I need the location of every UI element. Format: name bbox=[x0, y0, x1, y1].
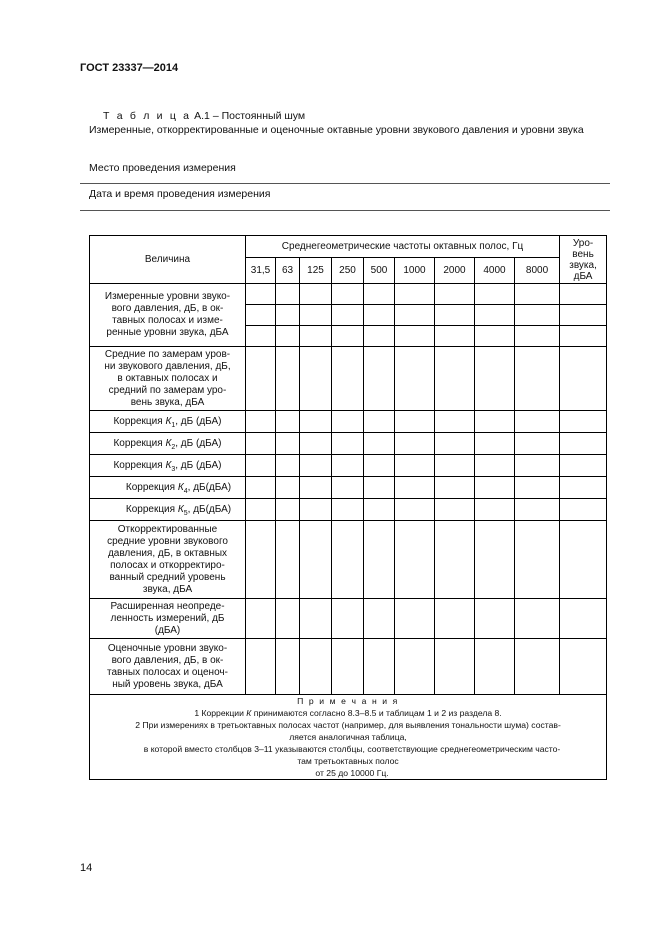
note-1-symbol: К bbox=[246, 708, 252, 718]
data-cell[interactable] bbox=[364, 599, 395, 639]
notes-title: П р и м е ч а н и я bbox=[297, 696, 399, 706]
correction-prefix: Коррекция bbox=[113, 459, 166, 471]
data-cell[interactable] bbox=[276, 599, 300, 639]
data-cell[interactable] bbox=[435, 284, 475, 305]
data-cell[interactable] bbox=[332, 433, 364, 455]
data-cell[interactable] bbox=[300, 305, 332, 326]
data-cell[interactable] bbox=[395, 411, 435, 433]
data-cell[interactable] bbox=[276, 455, 300, 477]
data-cell[interactable] bbox=[560, 639, 607, 695]
measurement-place-label: Место проведения измерения bbox=[89, 162, 236, 174]
note-1 bbox=[90, 707, 606, 719]
freq-header-cell: 1000 bbox=[395, 258, 435, 284]
data-cell[interactable] bbox=[475, 347, 515, 411]
data-cell[interactable] bbox=[475, 477, 515, 499]
data-cell[interactable] bbox=[560, 599, 607, 639]
data-cell[interactable] bbox=[435, 639, 475, 695]
freq-header-cell: 31,5 bbox=[246, 258, 276, 284]
data-cell[interactable] bbox=[395, 639, 435, 695]
correction-index: 1 bbox=[171, 421, 176, 429]
table-subtitle: Измеренные, откорректированные и оценочные октавные уровни звукового давления и уровни звука bbox=[89, 124, 584, 136]
data-cell[interactable] bbox=[435, 521, 475, 599]
data-cell[interactable] bbox=[364, 305, 395, 326]
data-cell[interactable] bbox=[276, 477, 300, 499]
data-cell[interactable] bbox=[515, 347, 560, 411]
row-measured-levels: Измеренные уровни звуко- вого давления, дБ, в ок- тавных полосах и изме- ренные уровни звука, дБА bbox=[90, 284, 246, 347]
freq-header-cell: 4000 bbox=[475, 258, 515, 284]
data-cell[interactable] bbox=[560, 521, 607, 599]
data-cell[interactable] bbox=[332, 599, 364, 639]
data-cell[interactable] bbox=[395, 499, 435, 521]
correction-symbol: К bbox=[177, 503, 184, 515]
data-cell[interactable] bbox=[560, 411, 607, 433]
data-cell[interactable] bbox=[246, 411, 276, 433]
data-cell[interactable] bbox=[395, 455, 435, 477]
correction-prefix: Коррекция bbox=[125, 503, 178, 515]
data-cell[interactable] bbox=[515, 433, 560, 455]
row-correction-4 bbox=[90, 477, 246, 499]
data-cell[interactable] bbox=[515, 521, 560, 599]
data-cell[interactable] bbox=[395, 305, 435, 326]
data-cell[interactable] bbox=[435, 326, 475, 347]
data-cell[interactable] bbox=[332, 455, 364, 477]
header-frequencies: Среднегеометрические частоты октавных полос, Гц bbox=[246, 236, 560, 258]
data-cell[interactable] bbox=[246, 284, 276, 305]
data-cell[interactable] bbox=[515, 455, 560, 477]
data-cell[interactable] bbox=[515, 411, 560, 433]
data-cell[interactable] bbox=[435, 599, 475, 639]
data-cell[interactable] bbox=[276, 433, 300, 455]
data-cell[interactable] bbox=[300, 411, 332, 433]
data-cell[interactable] bbox=[515, 305, 560, 326]
table-notes bbox=[90, 695, 607, 780]
data-cell[interactable] bbox=[475, 411, 515, 433]
data-cell[interactable] bbox=[515, 326, 560, 347]
data-cell[interactable] bbox=[560, 477, 607, 499]
data-cell[interactable] bbox=[276, 639, 300, 695]
data-cell[interactable] bbox=[300, 284, 332, 305]
note-1-end: принимаются согласно 8.3–8.5 и таблицам 1 и 2 из раздела 8. bbox=[251, 708, 502, 718]
correction-unit: , дБ(дБА) bbox=[187, 503, 232, 515]
data-cell[interactable] bbox=[276, 347, 300, 411]
row-correction-3 bbox=[90, 455, 246, 477]
data-cell[interactable] bbox=[560, 433, 607, 455]
data-cell[interactable] bbox=[515, 284, 560, 305]
correction-symbol: К bbox=[165, 459, 172, 471]
measurement-datetime-label: Дата и время проведения измерения bbox=[89, 188, 271, 200]
freq-header-cell: 500 bbox=[364, 258, 395, 284]
data-cell[interactable] bbox=[300, 347, 332, 411]
note-1-start: 1 Коррекции bbox=[194, 708, 247, 718]
note-2-line-1: 2 При измерениях в третьоктавных полосах частот (например, для выявления тональности шума) состав- bbox=[135, 720, 561, 730]
freq-header-cell: 8000 bbox=[515, 258, 560, 284]
data-cell[interactable] bbox=[300, 455, 332, 477]
data-cell[interactable] bbox=[332, 477, 364, 499]
data-cell[interactable] bbox=[475, 639, 515, 695]
data-cell[interactable] bbox=[332, 326, 364, 347]
data-cell[interactable] bbox=[475, 326, 515, 347]
data-cell[interactable] bbox=[395, 521, 435, 599]
correction-unit: , дБ(дБА) bbox=[187, 481, 232, 493]
data-cell[interactable] bbox=[435, 411, 475, 433]
row-correction-5 bbox=[90, 499, 246, 521]
data-cell[interactable] bbox=[395, 326, 435, 347]
data-cell[interactable] bbox=[515, 599, 560, 639]
data-cell[interactable] bbox=[364, 433, 395, 455]
data-cell[interactable] bbox=[395, 599, 435, 639]
table-caption bbox=[103, 110, 305, 122]
data-cell[interactable] bbox=[560, 284, 607, 305]
data-cell[interactable] bbox=[364, 455, 395, 477]
data-cell[interactable] bbox=[276, 499, 300, 521]
data-cell[interactable] bbox=[246, 326, 276, 347]
page-number: 14 bbox=[80, 862, 93, 874]
data-cell[interactable] bbox=[475, 521, 515, 599]
data-cell[interactable] bbox=[246, 599, 276, 639]
data-cell[interactable] bbox=[560, 347, 607, 411]
correction-symbol: К bbox=[165, 415, 172, 427]
data-cell[interactable] bbox=[364, 521, 395, 599]
doc-code-header: ГОСТ 23337—2014 bbox=[80, 62, 179, 74]
correction-symbol: К bbox=[177, 481, 184, 493]
data-cell[interactable] bbox=[475, 499, 515, 521]
freq-header-cell: 63 bbox=[276, 258, 300, 284]
data-cell[interactable] bbox=[332, 284, 364, 305]
header-sound-level: Уро- вень звука, дБА bbox=[560, 236, 607, 284]
data-cell[interactable] bbox=[300, 521, 332, 599]
data-cell[interactable] bbox=[435, 305, 475, 326]
data-cell[interactable] bbox=[515, 639, 560, 695]
freq-header-cell: 2000 bbox=[435, 258, 475, 284]
data-cell[interactable] bbox=[435, 433, 475, 455]
data-cell[interactable] bbox=[435, 477, 475, 499]
data-cell[interactable] bbox=[515, 477, 560, 499]
data-cell[interactable] bbox=[364, 639, 395, 695]
data-cell[interactable] bbox=[246, 305, 276, 326]
correction-index: 4 bbox=[183, 487, 188, 495]
correction-index: 2 bbox=[171, 443, 176, 451]
data-cell[interactable] bbox=[475, 599, 515, 639]
data-cell[interactable] bbox=[300, 433, 332, 455]
table-caption-rest: А.1 – Постоянный шум bbox=[191, 110, 306, 122]
data-cell[interactable] bbox=[300, 326, 332, 347]
data-cell[interactable] bbox=[246, 521, 276, 599]
data-cell[interactable] bbox=[332, 521, 364, 599]
correction-unit: , дБ (дБА) bbox=[175, 459, 222, 471]
data-cell[interactable] bbox=[246, 477, 276, 499]
data-cell[interactable] bbox=[276, 326, 300, 347]
data-cell[interactable] bbox=[560, 305, 607, 326]
noise-levels-table bbox=[89, 235, 607, 780]
measurement-datetime-line bbox=[80, 210, 610, 211]
data-cell[interactable] bbox=[300, 477, 332, 499]
correction-unit: , дБ (дБА) bbox=[175, 415, 222, 427]
data-cell[interactable] bbox=[300, 499, 332, 521]
data-cell[interactable] bbox=[560, 499, 607, 521]
data-cell[interactable] bbox=[246, 347, 276, 411]
row-corrected-levels: Откорректированные средние уровни звукового давления, дБ, в октавных полосах и откорректиро- ванный средний уровень звука, дБА bbox=[90, 521, 246, 599]
data-cell[interactable] bbox=[332, 347, 364, 411]
row-evaluated-levels: Оценочные уровни звуко- вого давления, дБ, в ок- тавных полосах и оценоч- ный уровень звука, дБА bbox=[90, 639, 246, 695]
freq-header-cell: 250 bbox=[332, 258, 364, 284]
data-cell[interactable] bbox=[332, 499, 364, 521]
correction-prefix: Коррекция bbox=[113, 437, 166, 449]
note-2-line-4: там третьоктавных полос bbox=[297, 756, 399, 766]
data-cell[interactable] bbox=[364, 477, 395, 499]
data-cell[interactable] bbox=[276, 284, 300, 305]
data-cell[interactable] bbox=[246, 639, 276, 695]
data-cell[interactable] bbox=[300, 639, 332, 695]
correction-index: 5 bbox=[183, 509, 188, 517]
data-cell[interactable] bbox=[364, 411, 395, 433]
data-cell[interactable] bbox=[300, 599, 332, 639]
data-cell[interactable] bbox=[276, 305, 300, 326]
freq-header-cell: 125 bbox=[300, 258, 332, 284]
data-cell[interactable] bbox=[560, 326, 607, 347]
data-cell[interactable] bbox=[246, 499, 276, 521]
data-cell[interactable] bbox=[395, 477, 435, 499]
row-correction-1 bbox=[90, 411, 246, 433]
note-2-line-2: ляется аналогичная таблица, bbox=[289, 732, 407, 742]
data-cell[interactable] bbox=[332, 639, 364, 695]
data-cell[interactable] bbox=[435, 499, 475, 521]
correction-symbol: К bbox=[165, 437, 172, 449]
measurement-place-line bbox=[80, 183, 610, 184]
data-cell[interactable] bbox=[475, 455, 515, 477]
row-correction-2 bbox=[90, 433, 246, 455]
data-cell[interactable] bbox=[364, 326, 395, 347]
correction-unit: , дБ (дБА) bbox=[175, 437, 222, 449]
data-cell[interactable] bbox=[364, 347, 395, 411]
row-average-levels: Средние по замерам уров- ни звукового давления, дБ, в октавных полосах и средний по замерам уро- вень звука, дБА bbox=[90, 347, 246, 411]
data-cell[interactable] bbox=[364, 499, 395, 521]
data-cell[interactable] bbox=[332, 305, 364, 326]
data-cell[interactable] bbox=[435, 347, 475, 411]
correction-index: 3 bbox=[171, 465, 176, 473]
data-cell[interactable] bbox=[395, 284, 435, 305]
data-cell[interactable] bbox=[435, 455, 475, 477]
data-cell[interactable] bbox=[246, 455, 276, 477]
data-cell[interactable] bbox=[332, 411, 364, 433]
row-uncertainty: Расширенная неопреде- ленность измерений, дБ (дБА) bbox=[90, 599, 246, 639]
data-cell[interactable] bbox=[395, 433, 435, 455]
correction-prefix: Коррекция bbox=[113, 415, 166, 427]
data-cell[interactable] bbox=[246, 433, 276, 455]
data-cell[interactable] bbox=[515, 499, 560, 521]
data-cell[interactable] bbox=[475, 433, 515, 455]
data-cell[interactable] bbox=[395, 347, 435, 411]
correction-prefix: Коррекция bbox=[125, 481, 178, 493]
note-2-line-5: от 25 до 10000 Гц. bbox=[315, 768, 389, 778]
table-caption-label: Т а б л и ц а bbox=[103, 110, 192, 122]
data-cell[interactable] bbox=[364, 284, 395, 305]
data-cell[interactable] bbox=[475, 284, 515, 305]
data-cell[interactable] bbox=[475, 305, 515, 326]
header-quantity: Величина bbox=[90, 236, 246, 284]
data-cell[interactable] bbox=[276, 411, 300, 433]
data-cell[interactable] bbox=[560, 455, 607, 477]
data-cell[interactable] bbox=[276, 521, 300, 599]
note-2-line-3: в которой вместо столбцов 3–11 указываются столбцы, соответствующие среднегеометрическим часто- bbox=[143, 744, 561, 754]
